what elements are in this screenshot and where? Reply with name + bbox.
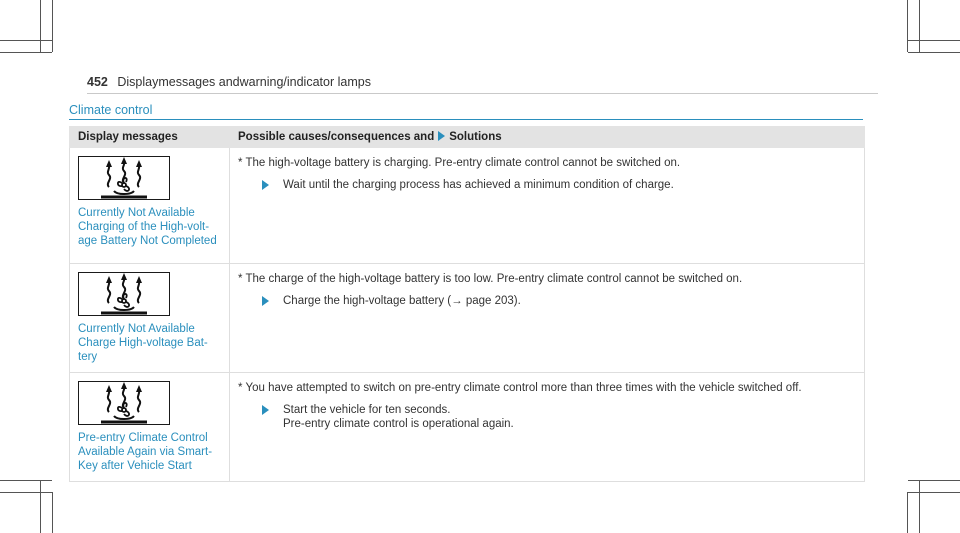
- crop-mark: [907, 0, 908, 52]
- col-causes-solutions: [230, 127, 865, 148]
- display-message-text: Pre-entry Climate Control Available Again via Smart- Key after Vehicle Start: [78, 432, 213, 472]
- climate-heating-fan-icon: [78, 156, 170, 200]
- table-row: [70, 264, 865, 373]
- solution-item: Start the vehicle for ten seconds. Pre-entry climate control is operational again.: [262, 403, 856, 431]
- crop-mark: [908, 52, 960, 53]
- header-divider: [87, 93, 878, 94]
- col2-solutions-label: Solutions: [449, 131, 502, 143]
- solution-arrow-icon: [262, 180, 269, 190]
- page-header: [87, 75, 371, 89]
- cause-solution-cell: [230, 373, 865, 482]
- crop-mark: [52, 0, 53, 52]
- solution-arrow-icon: [438, 131, 445, 141]
- crop-mark: [0, 40, 52, 41]
- crop-mark: [908, 480, 960, 481]
- cause-text: * You have attempted to switch on pre-entry climate control more than three times with the vehicle switched off.: [238, 382, 802, 394]
- display-cell: [70, 264, 230, 373]
- display-message-text: Currently Not Available Charging of the High-volt- age Battery Not Completed: [78, 207, 217, 247]
- climate-heating-fan-icon: [78, 272, 170, 316]
- solution-arrow-icon: [262, 405, 269, 415]
- display-cell: [70, 148, 230, 264]
- table-header-row: [70, 127, 865, 148]
- page-reference-link[interactable]: Charge the high-voltage battery (→ page 203).: [283, 295, 521, 307]
- crop-mark: [0, 480, 52, 481]
- crop-mark: [908, 492, 960, 493]
- crop-mark: [908, 40, 960, 41]
- solution-arrow-icon: [262, 296, 269, 306]
- climate-heating-fan-icon: [78, 381, 170, 425]
- page-title: Displaymessages andwarning/indicator lamps: [117, 75, 371, 89]
- cause-text: * The high-voltage battery is charging. Pre-entry climate control cannot be switched on.: [238, 157, 681, 169]
- display-cell: [70, 373, 230, 482]
- page-number: 452: [87, 75, 108, 89]
- messages-table: [69, 126, 865, 482]
- solution-item: [262, 294, 856, 308]
- col-display-messages: Display messages: [70, 127, 230, 148]
- crop-mark: [52, 492, 53, 533]
- crop-mark: [0, 52, 52, 53]
- crop-mark: [907, 492, 908, 533]
- cause-text: * The charge of the high-voltage battery is too low. Pre-entry climate control cannot be switched on.: [238, 273, 743, 285]
- crop-mark: [40, 0, 41, 52]
- display-message-text: Currently Not Available Charge High-voltage Bat- tery: [78, 323, 208, 363]
- crop-mark: [0, 492, 52, 493]
- section-title: Climate control: [69, 103, 153, 117]
- table-row: [70, 148, 865, 264]
- cause-solution-cell: [230, 148, 865, 264]
- cause-solution-cell: [230, 264, 865, 373]
- table-row: [70, 373, 865, 482]
- section-divider: [69, 119, 863, 120]
- crop-mark: [919, 480, 920, 533]
- solution-item: Wait until the charging process has achieved a minimum condition of charge.: [262, 178, 856, 192]
- col2-label: Possible causes/consequences and: [238, 131, 435, 143]
- crop-mark: [40, 480, 41, 533]
- crop-mark: [919, 0, 920, 52]
